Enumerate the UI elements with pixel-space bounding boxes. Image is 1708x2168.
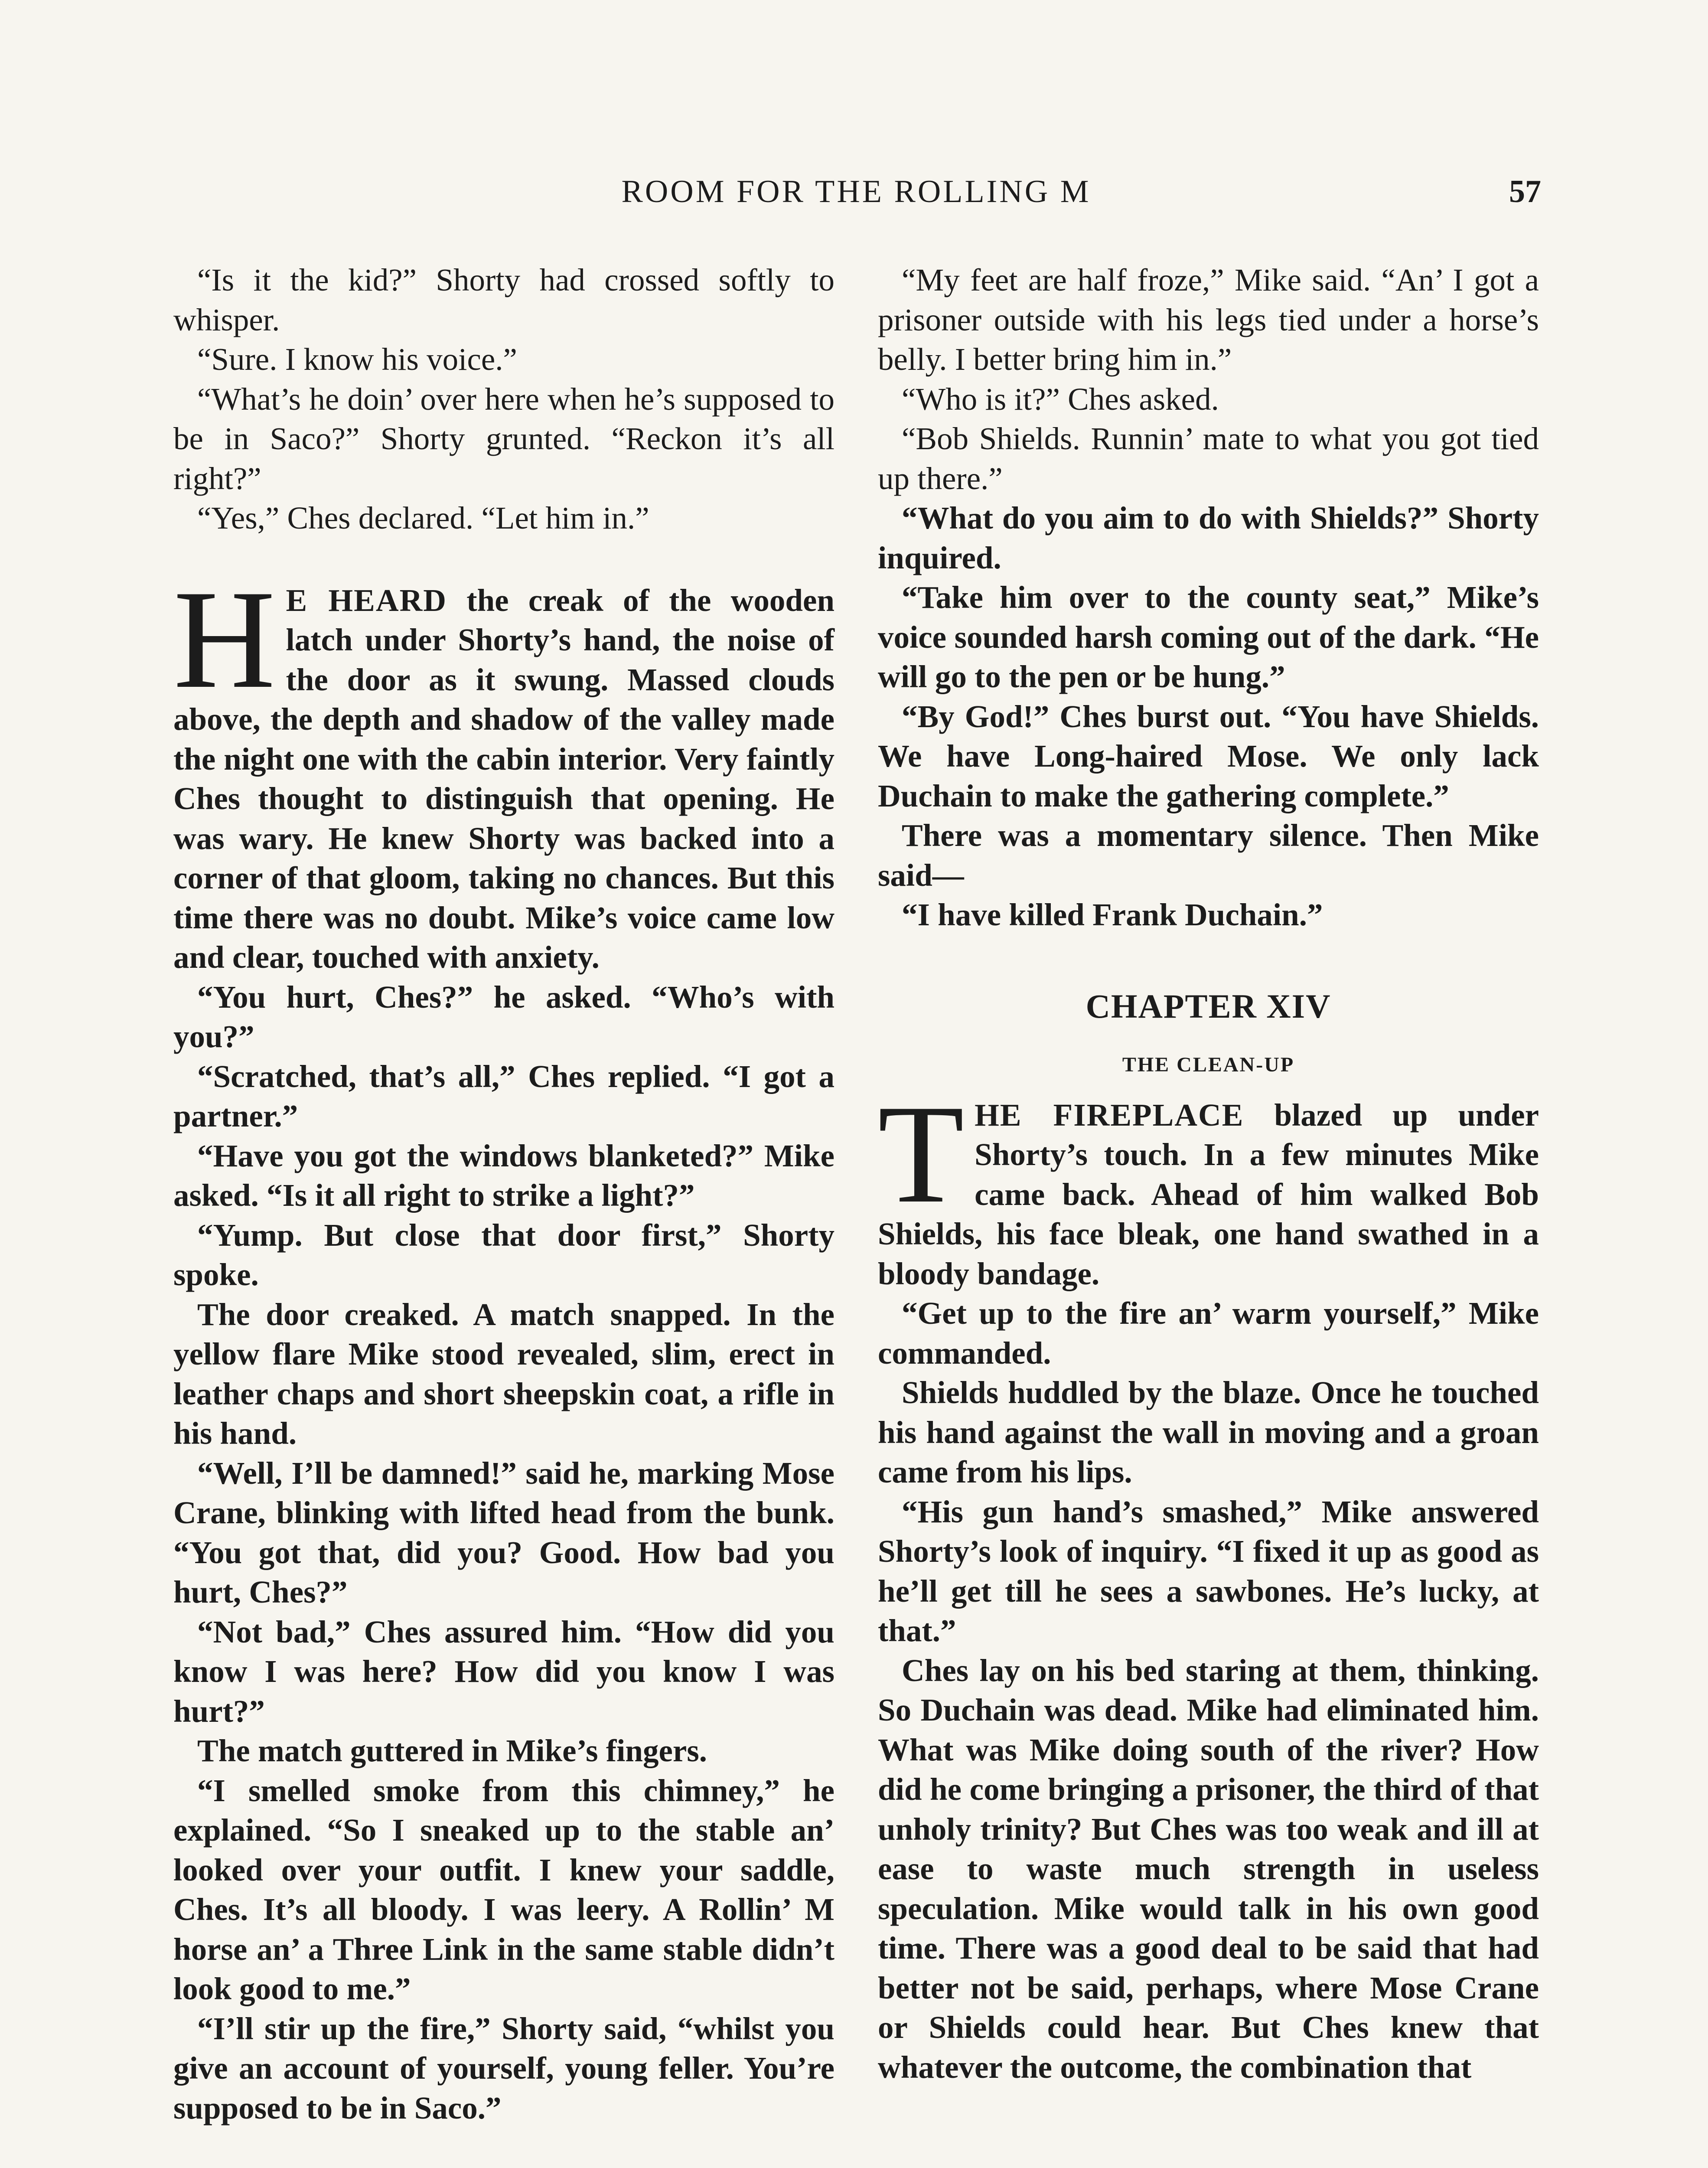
paragraph: “Bob Shields. Runnin’ mate to what you got tied up there.” bbox=[878, 421, 1539, 496]
paragraph: “Yump. But close that door first,” Shorty spoke. bbox=[173, 1217, 834, 1292]
paragraph: “Yes,” Ches declared. “Let him in.” bbox=[197, 500, 649, 535]
paragraph: “By God!” Ches burst out. “You have Shields. We have Long-haired Mose. We only lack Duchain to make the gathering complete.” bbox=[878, 699, 1539, 813]
paragraph-text: the creak of the wooden latch under Shorty’s hand, the noise of the door as it swung. Massed clouds above, the depth and shadow of the valley made the night one with the cabin interior. Very faintly Ches thought to distinguish that opening. He was wary. He knew Shorty was backed into a corner of that gloom, taking no chances. But this time there was no doubt. Mike’s voice came low and clear, touched with anxiety. bbox=[173, 582, 834, 975]
chapter-spacer bbox=[878, 935, 1539, 985]
paragraph: “Sure. I know his voice.” bbox=[197, 342, 517, 377]
paragraph: “My feet are half froze,” Mike said. “An’ I got a prisoner outside with his legs tied under a horse’s belly. I better bring him in.” bbox=[878, 262, 1539, 377]
paragraph: There was a momentary silence. Then Mike said— bbox=[878, 818, 1539, 893]
paragraph: Ches lay on his bed staring at them, thinking. So Duchain was dead. Mike had eliminated him. What was Mike doing south of the river? How did he come bringing a prisoner, the third of that unholy trinity? But Ches was too weak and ill at ease to waste much strength in useless speculation. Mike would talk in his own good time. There was a good deal to be said that had better not be said, perhaps, where Mose Crane or Shields could hear. But Ches knew that whatever the outcome, the combination that bbox=[878, 1652, 1539, 2085]
paragraph: “I’ll stir up the fire,” Shorty said, “whilst you give an account of yourself, young feller. You’re supposed to be in Saco.” bbox=[173, 2011, 834, 2126]
chapter-opening-paragraph bbox=[878, 1075, 1539, 1294]
drop-cap: T bbox=[878, 1075, 965, 1232]
paragraph: “Take him over to the county seat,” Mike’s voice sounded harsh coming out of the dark. “He will go to the pen or be hung.” bbox=[878, 580, 1539, 694]
section-opening-paragraph bbox=[173, 560, 834, 977]
lead-in-text: E HEARD bbox=[286, 582, 447, 618]
paragraph: “Is it the kid?” Shorty had crossed softly to whisper. bbox=[173, 262, 834, 337]
chapter-subtitle: THE CLEAN-UP bbox=[1122, 1053, 1295, 1076]
paragraph: “His gun hand’s smashed,” Mike answered Shorty’s look of inquiry. “I fixed it up as good as he’ll get till he sees a sawbones. He’s lucky, at that.” bbox=[878, 1494, 1539, 1648]
left-column bbox=[173, 260, 834, 2128]
chapter-title: CHAPTER XIV bbox=[1085, 987, 1331, 1025]
drop-cap: H bbox=[173, 560, 276, 718]
page-number: 57 bbox=[1509, 174, 1541, 209]
paragraph: “You hurt, Ches?” he asked. “Who’s with you?” bbox=[173, 979, 834, 1054]
paragraph: “Scratched, that’s all,” Ches replied. “I got a partner.” bbox=[173, 1058, 834, 1133]
page-header bbox=[171, 173, 1541, 225]
paragraph: “I smelled smoke from this chimney,” he explained. “So I sneaked up to the stable an’ looked over your outfit. I knew your saddle, Ches. It’s all bloody. I was leery. A Rollin’ M horse an’ a Three Link in the same stable didn’t look good to me.” bbox=[173, 1773, 834, 2006]
paragraph: “Have you got the windows blanketed?” Mike asked. “Is it all right to strike a light?” bbox=[173, 1138, 834, 1213]
paragraph: “Well, I’ll be damned!” said he, marking Mose Crane, blinking with lifted head from the bunk. “You got that, did you? Good. How bad you hurt, Ches?” bbox=[173, 1455, 834, 1610]
paragraph: “Get up to the fire an’ warm yourself,” Mike commanded. bbox=[878, 1296, 1539, 1371]
paragraph: The match guttered in Mike’s fingers. bbox=[197, 1733, 707, 1768]
paragraph: “What do you aim to do with Shields?” Shorty inquired. bbox=[878, 500, 1539, 575]
lead-in-text: HE FIREPLACE bbox=[975, 1097, 1244, 1133]
paragraph: “Not bad,” Ches assured him. “How did you know I was here? How did you know I was hurt?” bbox=[173, 1614, 834, 1729]
paragraph: “I have killed Frank Duchain.” bbox=[902, 897, 1323, 932]
paragraph-text: blazed up under Shorty’s touch. In a few minutes Mike came back. Ahead of him walked Bob Shields, his face bleak, one hand swathed in a bloody bandage. bbox=[878, 1097, 1539, 1291]
paragraph: Shields huddled by the blaze. Once he touched his hand against the wall in moving and a groan came from his lips. bbox=[878, 1375, 1539, 1489]
running-head: ROOM FOR THE ROLLING M bbox=[621, 174, 1091, 209]
paragraph: “Who is it?” Ches asked. bbox=[902, 381, 1219, 417]
paragraph: “What’s he doin’ over here when he’s supposed to be in Saco?” Shorty grunted. “Reckon it’s all right?” bbox=[173, 381, 834, 496]
paragraph: The door creaked. A match snapped. In the yellow flare Mike stood revealed, slim, erect in leather chaps and short sheepskin coat, a rifle in his hand. bbox=[173, 1296, 834, 1451]
right-column bbox=[878, 260, 1539, 2087]
